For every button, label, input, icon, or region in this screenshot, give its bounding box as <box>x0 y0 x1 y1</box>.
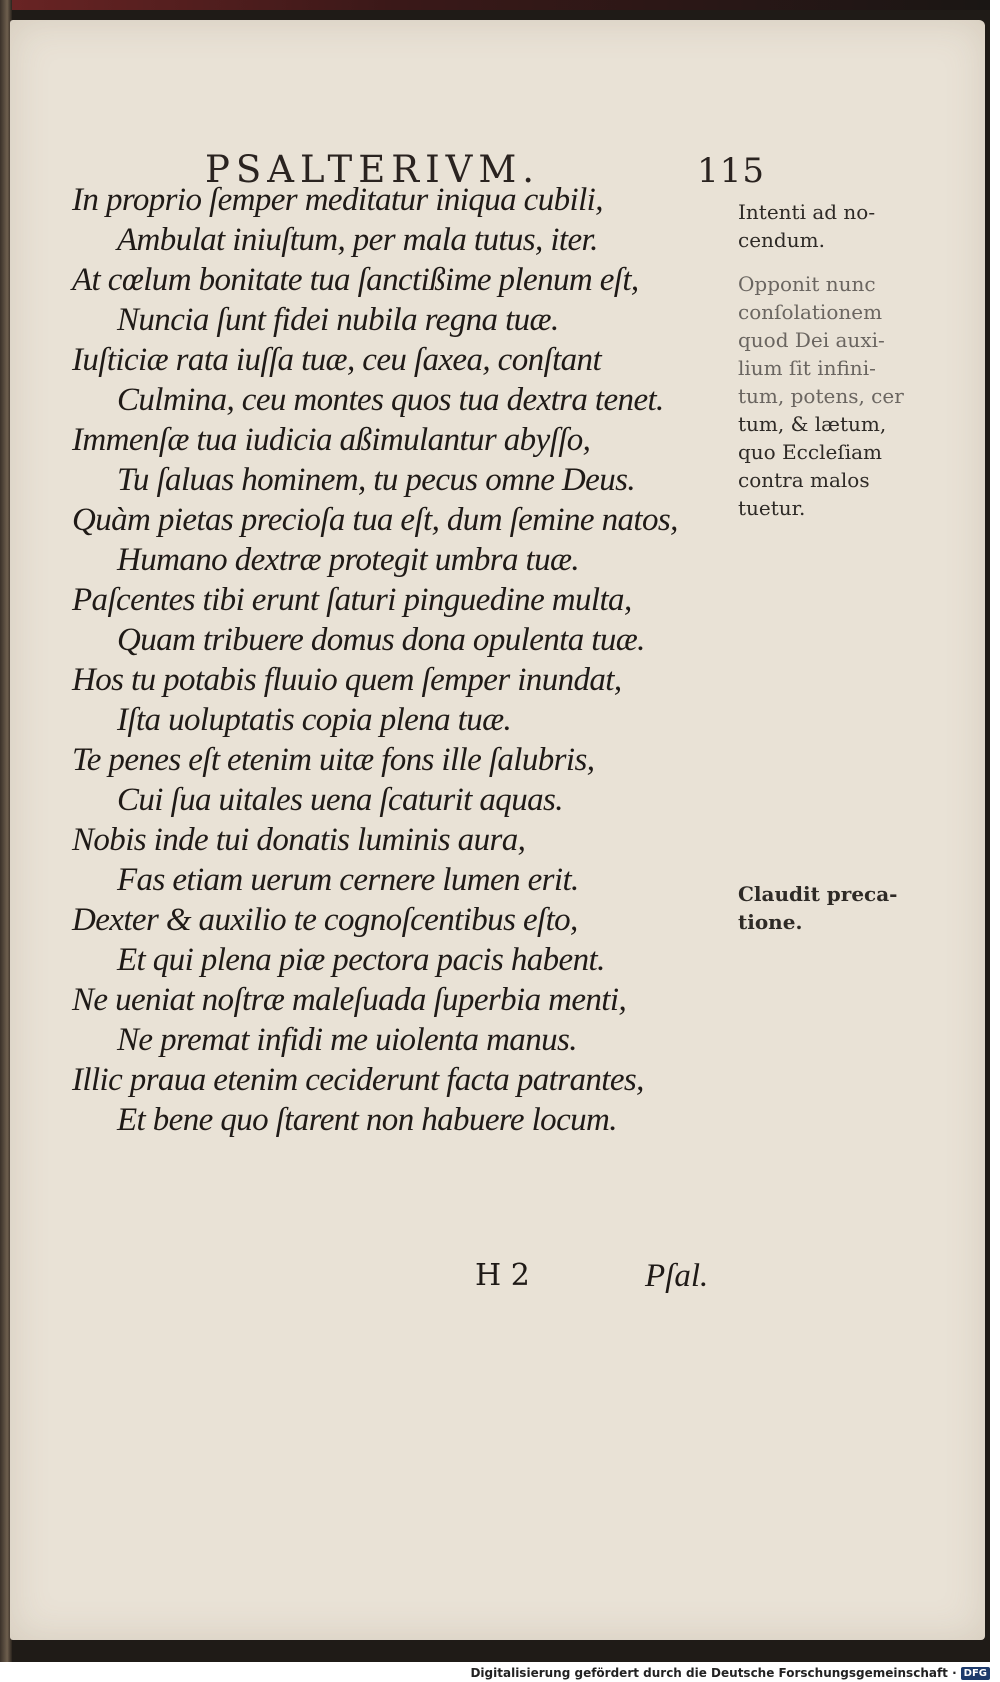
verse-line: Quam tribuere domus dona opulenta tuæ. <box>117 622 645 658</box>
verse-line: Iſta uoluptatis copia plena tuæ. <box>117 702 512 738</box>
verse-block <box>10 20 730 1260</box>
marginal-note-line: tum, potens, cer <box>738 384 904 408</box>
verse-line: Immenſæ tua iudicia aßimulantur abyſſo, <box>72 422 591 458</box>
marginal-note-line: conſolationem <box>738 300 883 324</box>
marginal-note-line: lium ſit infini- <box>738 356 876 380</box>
marginal-note-line: quod Dei auxi- <box>738 328 885 352</box>
book-page <box>10 20 985 1640</box>
marginal-note-line: tuetur. <box>738 496 806 520</box>
marginal-note-line: tione. <box>738 910 803 934</box>
marginal-note-line: contra malos <box>738 468 870 492</box>
book-top-edge <box>0 0 990 10</box>
verse-line: Et qui plena piæ pectora pacis habent. <box>117 942 605 978</box>
verse-line: Nobis inde tui donatis luminis aura, <box>72 822 526 858</box>
verse-line: Et bene quo ſtarent non habuere locum. <box>117 1102 617 1138</box>
marginal-note-line: Claudit preca- <box>738 882 898 906</box>
verse-line: Nuncia ſunt fidei nubila regna tuæ. <box>117 302 559 338</box>
verse-line: In proprio ſemper meditatur iniqua cubili, <box>72 182 603 218</box>
verse-line: Paſcentes tibi erunt ſaturi pinguedine multa, <box>72 582 632 618</box>
verse-line: Quàm pietas precioſa tua eſt, dum ſemine natos, <box>72 502 678 538</box>
verse-line: Cui ſua uitales uena ſcaturit aquas. <box>117 782 563 818</box>
dfg-logo: DFG <box>961 1667 990 1680</box>
verse-line: Dexter & auxilio te cognoſcentibus eſto, <box>72 902 578 938</box>
verse-line: Tu ſaluas hominem, tu pecus omne Deus. <box>117 462 635 498</box>
digitization-credit <box>470 1666 990 1680</box>
verse-line: Illic praua etenim ceciderunt facta patrantes, <box>72 1062 644 1098</box>
verse-line: Ne premat infidi me uiolenta manus. <box>117 1022 577 1058</box>
verse-line: Hos tu potabis fluuio quem ſemper inundat, <box>72 662 622 698</box>
marginal-note-line: tum, & lætum, <box>738 412 887 436</box>
verse-line: Ambulat iniuſtum, per mala tutus, iter. <box>117 222 598 258</box>
marginal-note-line: quo Eccleſiam <box>738 440 883 464</box>
verse-line: Ne ueniat noſtræ maleſuada ſuperbia menti, <box>72 982 627 1018</box>
marginal-note-line: cendum. <box>738 228 825 252</box>
catchword: Pſal. <box>645 1258 709 1294</box>
credit-text: Digitalisierung gefördert durch die Deutsche Forschungsgemeinschaft · <box>470 1666 957 1680</box>
verse-line: Culmina, ceu montes quos tua dextra tenet. <box>117 382 664 418</box>
verse-line: Humano dextræ protegit umbra tuæ. <box>117 542 580 578</box>
verse-line: Te penes eſt etenim uitæ fons ille ſalubris, <box>72 742 595 778</box>
verse-line: Iuſticiæ rata iuſſa tuæ, ceu ſaxea, conſtant <box>72 342 602 378</box>
marginal-note-line: Intenti ad no- <box>738 200 876 224</box>
running-title: PSALTERIVM. <box>205 148 541 191</box>
page-number: 115 <box>697 151 765 191</box>
marginal-note-line: Opponit nunc <box>738 272 876 296</box>
verse-line: At cœlum bonitate tua ſanctißime plenum eſt, <box>72 262 639 298</box>
verse-line: Fas etiam uerum cernere lumen erit. <box>117 862 579 898</box>
signature-mark: H 2 <box>475 1258 530 1293</box>
